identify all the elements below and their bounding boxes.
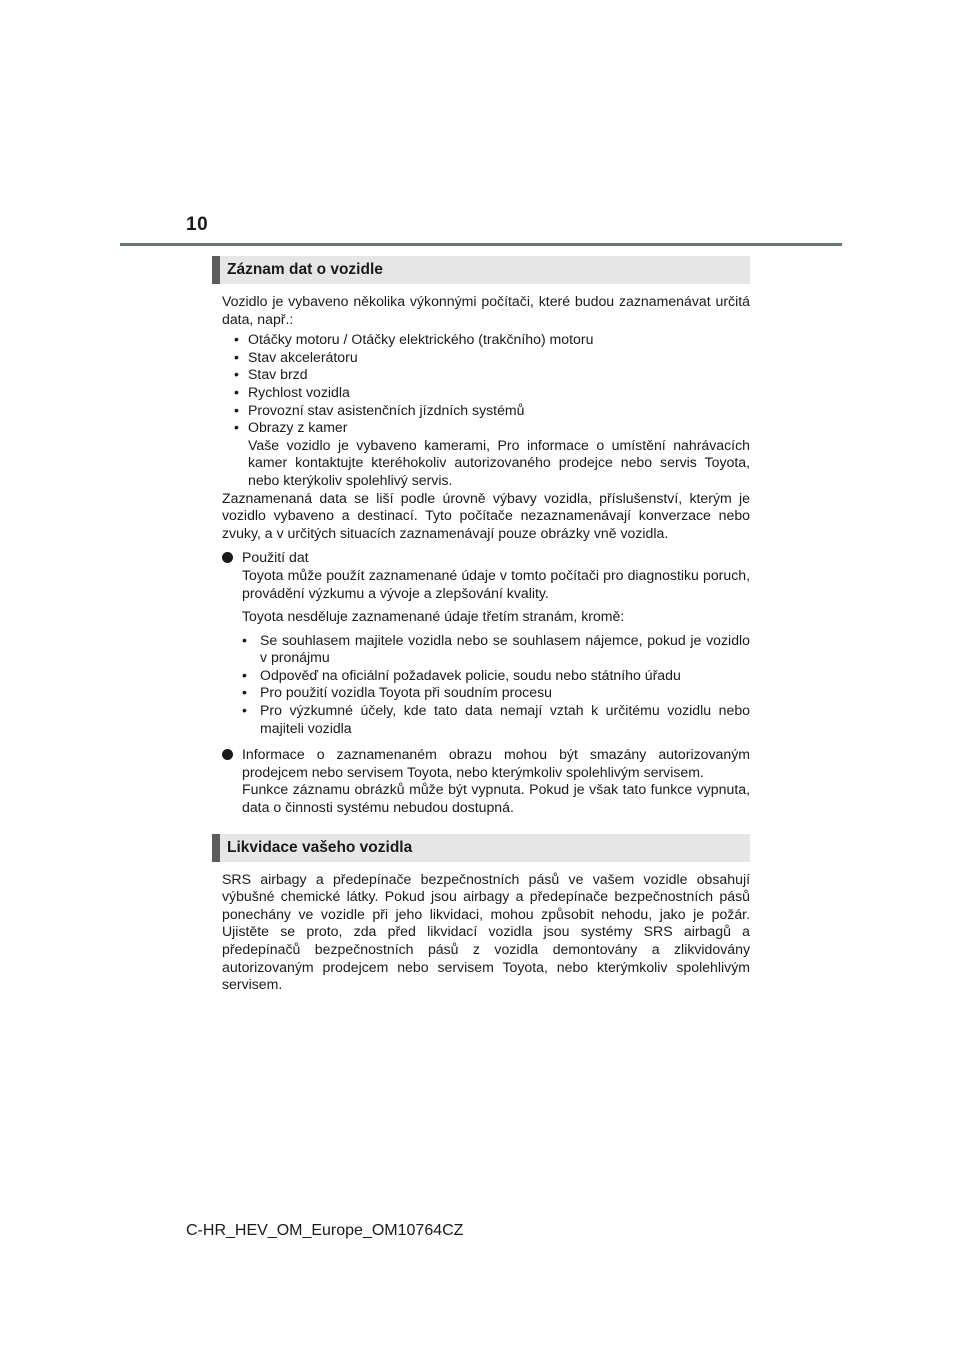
bullet-icon: •: [242, 666, 247, 683]
list-item: • Stav brzd: [234, 366, 308, 383]
list-item: • Pro výzkumné účely, kde tato data nemají vztah k určitému vozidlu nebo majiteli vozidla: [242, 702, 750, 736]
image-info-text-2: Funkce záznamu obrázků může být vypnuta. Pokud je však tato funkce vypnuta, data o činnosti systému nebudou dostupná.: [242, 781, 750, 816]
exceptions-list: [242, 632, 750, 738]
list-item: • Obrazy z kamer Vaše vozidlo je vybaveno kamerami, Pro informace o umístění nahrávacích kamer kontaktujte kteréhokoliv autorizovaného prodejce nebo servis Toyota, nebo kterýkoliv spolehlivý servis.: [234, 419, 750, 488]
bullet-icon: •: [234, 331, 239, 348]
intro-paragraph: Vozidlo je vybaveno několika výkonnými počítači, které budou zaznamenávat určitá data, např.:: [222, 293, 750, 327]
usage-block: [222, 549, 750, 737]
list-item: • Rychlost vozidla: [234, 383, 350, 400]
bullet-icon: •: [234, 383, 239, 400]
list-item: • Otáčky motoru / Otáčky elektrického (trakčního) motoru: [234, 331, 594, 348]
usage-title: Použití dat: [242, 549, 309, 566]
disposal-paragraph: SRS airbagy a předepínače bezpečnostních pásů ve vašem vozidle obsahují výbušné chemické látky. Pokud jsou airbagy a předepínače bezpečnostních pásů ponechány ve vozidle při jeho likvidaci, mohou způsobit nehodu, jako je požár. Ujistěte se proto, zda před likvidací vozidla jsou systémy SRS airbagů a předepínačů bezpečnostních pásů z vozidla demontovány a zlikvidovány autorizovaným prodejcem nebo servisem Toyota, nebo kterýmkoliv spolehlivým servisem.: [222, 870, 750, 993]
bullet-icon: •: [234, 366, 239, 383]
list-item: • Se souhlasem majitele vozidla nebo se souhlasem nájemce, pokud je vozidlo v pronájmu: [242, 631, 750, 666]
bullet-dot-icon: [222, 749, 233, 760]
page-number: 10: [186, 214, 209, 235]
header-rule: [120, 243, 842, 246]
bullet-icon: •: [234, 419, 239, 436]
recorded-data-paragraph: Zaznamenaná data se liší podle úrovně výbavy vozidla, příslušenství, kterým je vozidlo vybaveno a destinací. Tyto počítače nezaznamenávají konverzace nebo zvuky, a v určitých situacích zaznamenávají pouze obrázky vně vozidla.: [222, 489, 750, 541]
third-party-intro: Toyota nesděluje zaznamenané údaje třetím stranám, kromě:: [242, 608, 625, 625]
list-item: • Stav akcelerátoru: [234, 348, 358, 365]
image-info-text-1: Informace o zaznamenaném obrazu mohou být smazány autorizovaným prodejcem nebo servisem Toyota, nebo kterýmkoliv spolehlivým servisem.: [242, 746, 750, 780]
section-header-vehicle-disposal: Likvidace vašeho vozidla: [212, 834, 750, 862]
page-content: [222, 256, 750, 994]
footer-document-id: C-HR_HEV_OM_Europe_OM10764CZ: [186, 1222, 464, 1239]
bullet-icon: •: [234, 401, 239, 418]
bullet-icon: •: [234, 348, 239, 365]
recorded-data-list: [222, 331, 750, 489]
list-item: • Odpověď na oficiální požadavek policie, soudu nebo státního úřadu: [242, 666, 681, 683]
bullet-icon: •: [242, 702, 247, 719]
section-header-data-recording: Záznam dat o vozidle: [212, 256, 750, 284]
camera-note: Vaše vozidlo je vybaveno kamerami, Pro informace o umístění nahrávacích kamer kontaktujte kteréhokoliv autorizovaného prodejce nebo servis Toyota, nebo kterýkoliv spolehlivý servis.: [248, 436, 750, 488]
image-info-block: [222, 746, 750, 816]
bullet-icon: •: [242, 684, 247, 701]
usage-text: Toyota může použít zaznamenané údaje v tomto počítači pro diagnostiku poruch, provádění výzkumu a vývoje a zlepšování kvality.: [242, 566, 750, 601]
list-item: • Pro použití vozidla Toyota při soudním procesu: [242, 684, 552, 701]
bullet-dot-icon: [222, 552, 233, 563]
bullet-icon: •: [242, 631, 247, 648]
list-item: • Provozní stav asistenčních jízdních systémů: [234, 401, 525, 418]
